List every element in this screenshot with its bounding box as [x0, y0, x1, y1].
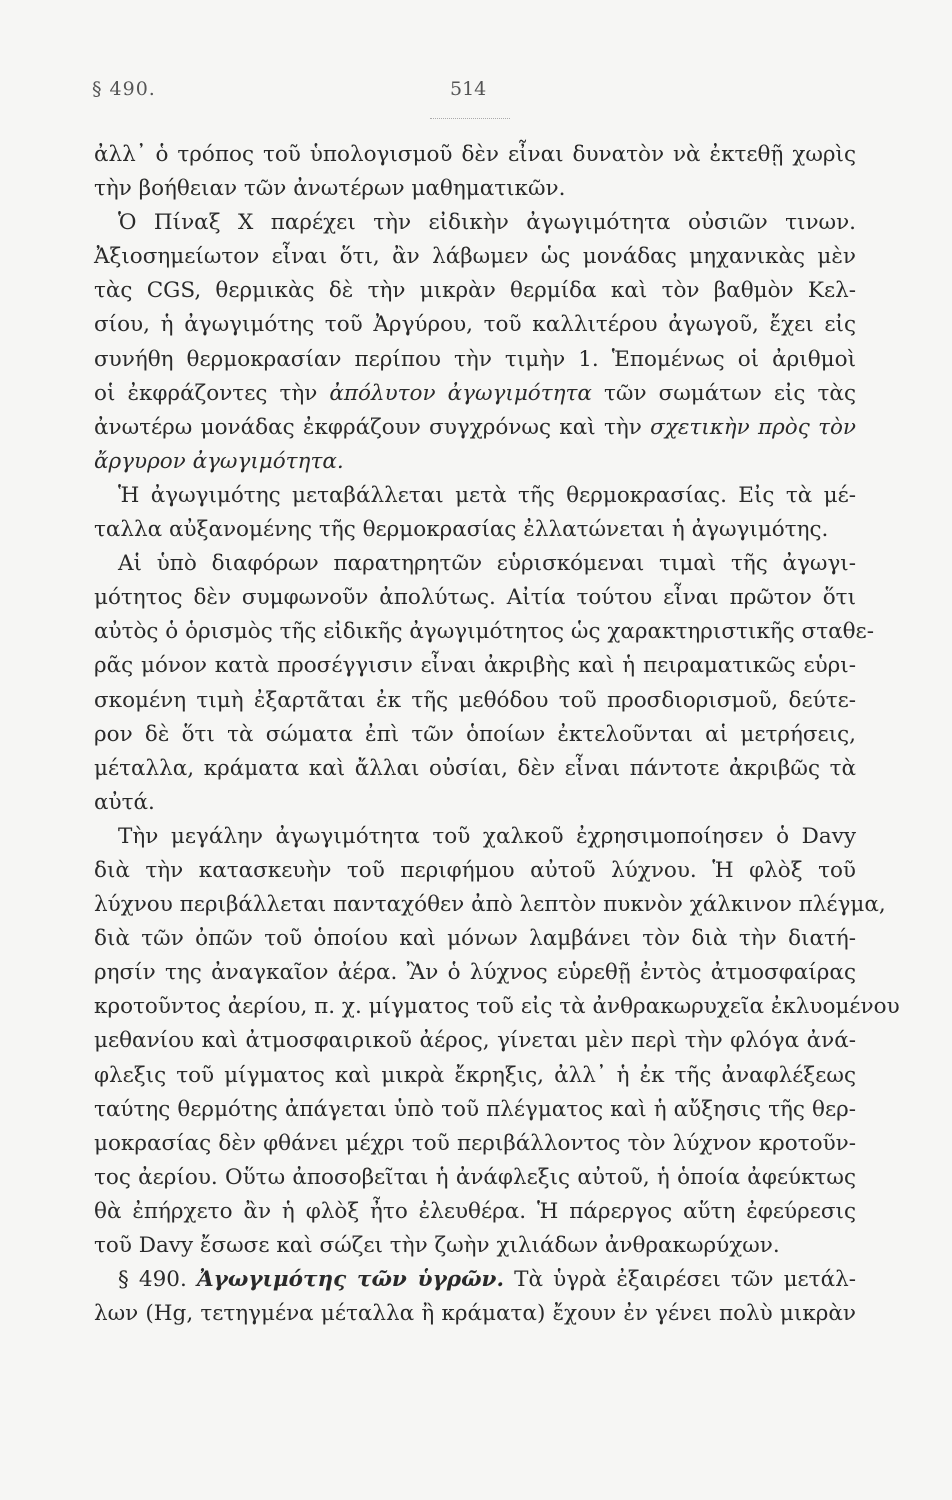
text-line	[94, 206, 856, 240]
text-line	[94, 138, 856, 172]
line-text: τοῦ Davy ἔσωσε καὶ σώζει τὴν ζωὴν χιλιάδων ἀνθρακωρύχων.	[94, 1233, 780, 1258]
header-rule	[430, 118, 510, 119]
line-text: λων (Hg, τετηγμένα μέταλλα ἢ κράματα) ἔχουν ἐν γένει πολὺ μικρὰν	[94, 1301, 856, 1327]
line-text: Ἡ ἀγωγιμότης μεταβάλλεται μετὰ τῆς θερμοκρασίας. Εἰς τὰ μέ-	[118, 482, 856, 508]
line-text: μεθανίου καὶ ἀτμοσφαιρικοῦ ἀέρος, γίνεται μὲν περὶ τὴν φλόγα ἀνά-	[94, 1028, 856, 1054]
text-line	[94, 1093, 856, 1127]
text-line	[94, 479, 856, 513]
line-text: διὰ τῶν ὀπῶν τοῦ ὁποίου καὶ μόνων λαμβάνει τὸν διὰ τὴν διατή-	[94, 926, 856, 952]
line-text: Τὴν μεγάλην ἀγωγιμότητα τοῦ χαλκοῦ ἐχρησιμοποίησεν ὁ Davy	[118, 823, 856, 849]
line-text: αὐτά.	[94, 789, 155, 815]
line-text: οἱ ἐκφράζοντες τὴν	[94, 380, 330, 406]
line-text: διὰ τὴν κατασκευὴν τοῦ περιφήμου αὐτοῦ λύχνου. Ἡ φλὸξ τοῦ	[94, 857, 856, 883]
text-line	[94, 718, 856, 752]
line-text: μότητος δὲν συμφωνοῦν ἀπολύτως. Αἰτία τούτου εἶναι πρῶτον ὅτι	[94, 585, 856, 611]
emphasis-text: ἄργυρον ἀγωγιμότητα.	[94, 448, 344, 474]
line-text: τος ἀερίου. Οὕτω ἀποσοβεῖται ἡ ἀνάφλεξις αὐτοῦ, ἡ ὁποία ἀφεύκτως	[94, 1164, 856, 1190]
line-text: ἀνωτέρω μονάδας ἐκφράζουν συγχρόνως καὶ τὴν	[94, 414, 651, 440]
text-line	[94, 615, 874, 649]
text-line	[94, 1161, 856, 1195]
line-text: ταλλα αὐξανομένης τῆς θερμοκρασίας ἐλλατώνεται ἡ ἀγωγιμότης.	[94, 517, 829, 543]
text-line	[94, 581, 856, 615]
line-text: κροτοῦντος ἀερίου, π. χ. μίγματος τοῦ εἰς τὰ ἀνθρακωρυχεῖα ἐκλυομένου	[94, 994, 900, 1020]
line-text: μέταλλα, κράματα καὶ ἄλλαι οὐσίαι, δὲν εἶναι πάντοτε ἀκριβῶς τὰ	[94, 755, 856, 781]
line-text: ἀλλ᾽ ὁ τρόπος τοῦ ὑπολογισμοῦ δὲν εἶναι δυνατὸν νὰ ἐκτεθῇ χωρὶς	[94, 142, 856, 167]
text-line	[94, 172, 856, 206]
text-line	[94, 1297, 856, 1331]
line-text: σίου, ἡ ἀγωγιμότης τοῦ Ἀργύρου, τοῦ καλλιτέρου ἀγωγοῦ, ἔχει εἰς	[94, 312, 856, 338]
line-text: φλεξις τοῦ μίγματος καὶ μικρὰ ἔκρηξις, ἀλλ᾽ ἡ ἐκ τῆς ἀναφλέξεως	[94, 1062, 856, 1088]
text-line	[94, 343, 856, 377]
line-text: ρησίν της ἀναγκαῖον ἀέρα. Ἂν ὁ λύχνος εὑρεθῇ ἐντὸς ἀτμοσφαίρας	[94, 960, 856, 986]
line-text: τὴν βοήθειαν τῶν ἀνωτέρων μαθηματικῶν.	[94, 176, 566, 202]
text-line	[94, 1127, 856, 1161]
line-text: ρᾶς μόνον κατὰ προσέγγισιν εἶναι ἀκριβὴς καὶ ἡ πειραματικῶς εὑρι-	[94, 653, 856, 679]
text-line	[94, 684, 856, 718]
line-text: τῶν σωμάτων εἰς τὰς	[591, 380, 856, 406]
section-mark: § 490.	[92, 78, 156, 100]
text-line	[94, 752, 856, 786]
body-text	[94, 138, 900, 1331]
text-line	[94, 445, 856, 479]
line-text: συνήθη θερμοκρασίαν περίπου τὴν τιμὴν 1. Ἑπομένως οἱ ἀριθμοὶ	[94, 346, 856, 372]
text-line	[94, 513, 856, 547]
text-line	[94, 240, 856, 274]
line-text: τὰς CGS, θερμικὰς δὲ τὴν μικρὰν θερμίδα καὶ τὸν βαθμὸν Κελ-	[94, 278, 856, 304]
text-line	[94, 1024, 856, 1058]
text-line	[94, 888, 886, 922]
line-text: αὐτὸς ὁ ὁρισμὸς τῆς εἰδικῆς ἀγωγιμότητος ὡς χαρακτηριστικῆς σταθε-	[94, 619, 874, 645]
line-text: Ἀξιοσημείωτον εἶναι ὅτι, ἂν λάβωμεν ὡς μονάδας μηχανικὰς μὲν	[94, 244, 856, 270]
emphasis-text: ἀπόλυτον ἀγωγιμότητα	[329, 380, 592, 406]
page-number: 514	[450, 78, 487, 100]
line-text: μοκρασίας δὲν φθάνει μέχρι τοῦ περιβάλλοντος τὸν λύχνον κροτοῦν-	[94, 1130, 856, 1156]
section-heading: Ἀγωγιμότης τῶν ὑγρῶν.	[196, 1267, 504, 1293]
running-header	[92, 78, 862, 108]
text-line	[94, 1263, 856, 1297]
line-text: Τὰ ὑγρὰ ἐξαιρέσει τῶν μετάλ-	[503, 1267, 856, 1293]
line-text: Ὁ Πίναξ Χ παρέχει τὴν εἰδικὴν ἀγωγιμότητα οὐσιῶν τινων.	[118, 210, 856, 236]
line-text: λύχνου περιβάλλεται πανταχόθεν ἀπὸ λεπτὸν πυκνὸν χάλκινον πλέγμα,	[94, 892, 886, 918]
text-line	[94, 377, 856, 411]
line-text: § 490.	[118, 1267, 197, 1293]
text-line	[94, 990, 900, 1024]
text-line	[94, 308, 856, 342]
text-line	[94, 649, 856, 683]
line-text: ρον δὲ ὅτι τὰ σώματα ἐπὶ τῶν ὁποίων ἐκτελοῦνται αἱ μετρήσεις,	[94, 721, 856, 747]
text-line	[94, 411, 856, 445]
text-line	[94, 1195, 856, 1229]
line-text: Αἱ ὑπὸ διαφόρων παρατηρητῶν εὑρισκόμεναι τιμαὶ τῆς ἀγωγι-	[118, 551, 856, 577]
line-text: ταύτης θερμότης ἀπάγεται ὑπὸ τοῦ πλέγματος καὶ ἡ αὔξησις τῆς θερ-	[94, 1096, 856, 1122]
text-line	[94, 1229, 856, 1263]
line-text: σκομένη τιμὴ ἐξαρτᾶται ἐκ τῆς μεθόδου τοῦ προσδιορισμοῦ, δεύτε-	[94, 687, 856, 713]
text-line	[94, 1059, 856, 1093]
line-text: θὰ ἐπήρχετο ἂν ἡ φλὸξ ἦτο ἐλευθέρα. Ἡ πάρεργος αὕτη ἐφεύρεσις	[94, 1198, 856, 1224]
text-line	[94, 786, 856, 820]
text-line	[94, 547, 856, 581]
text-line	[94, 922, 856, 956]
text-line	[94, 956, 856, 990]
text-line	[94, 854, 856, 888]
text-line	[94, 820, 856, 854]
emphasis-text: σχετικὴν πρὸς τὸν	[650, 414, 856, 440]
text-line	[94, 274, 856, 308]
